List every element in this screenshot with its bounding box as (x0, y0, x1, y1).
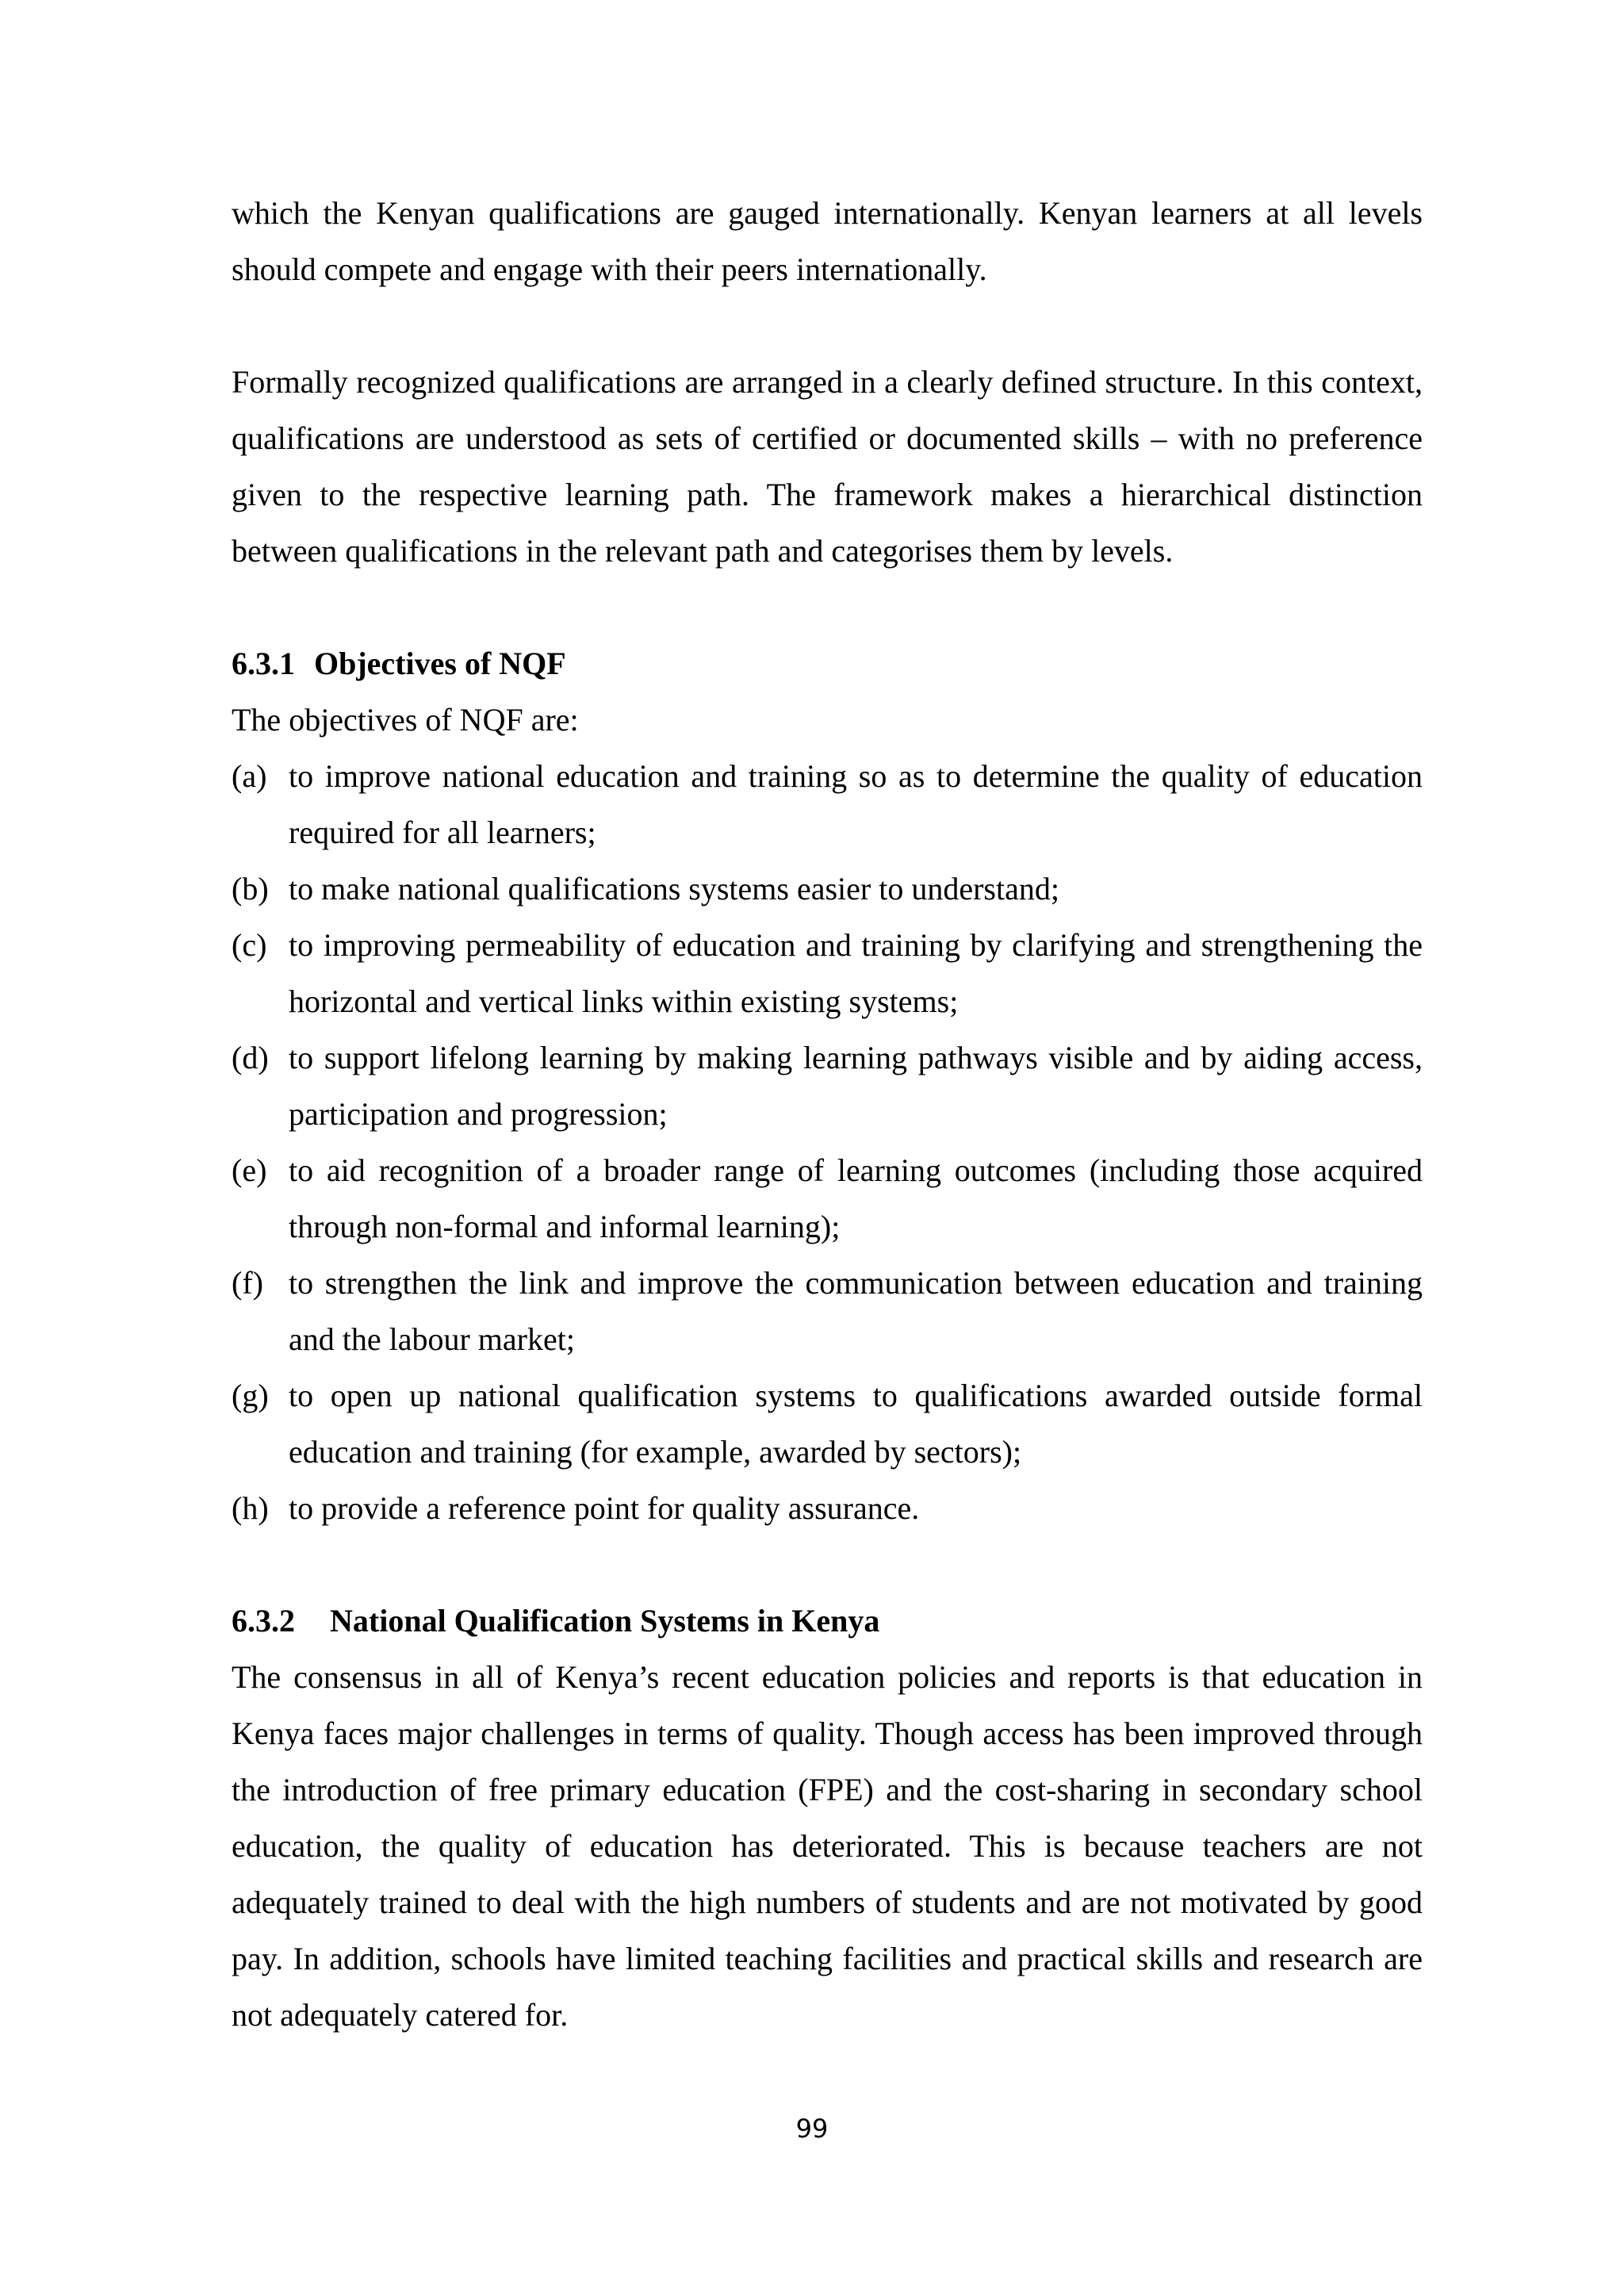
objectives-intro: The objectives of NQF are: (232, 702, 579, 738)
section-title: National Qualification Systems in Kenya (330, 1603, 880, 1639)
list-item-text: to improve national education and training so as to determine the quality of education required for all learners; (289, 758, 1423, 850)
section-heading-631 (232, 635, 1423, 692)
list-item-text: to improving permeability of education and training by clarifying and strengthening the horizontal and vertical links within existing systems; (289, 927, 1423, 1019)
list-marker: (e) (232, 1152, 267, 1188)
list-item (232, 1255, 1423, 1367)
list-item-text: to make national qualifications systems easier to understand; (289, 871, 1059, 907)
list-item (232, 1480, 1423, 1536)
page-content (232, 185, 1423, 2043)
page-number: 99 (795, 2114, 829, 2144)
list-item (232, 861, 1423, 917)
section-heading-632 (232, 1593, 1423, 1649)
list-marker: (f) (232, 1265, 263, 1301)
section-number: 6.3.1 (232, 646, 295, 681)
paragraph-qualifications-structure: Formally recognized qualifications are arranged in a clearly defined structure. In this context, qualifications are understood as sets of certified or documented skills – with no preference given to the respective learning path. The framework makes a hierarchical distinction between qualifications in the relevant path and categorises them by levels. (232, 364, 1423, 569)
list-item (232, 748, 1423, 861)
list-item (232, 917, 1423, 1029)
paragraph-continuation: which the Kenyan qualifications are gauged internationally. Kenyan learners at all levels should compete and engage with their peers internationally. (232, 195, 1423, 287)
list-item-text: to strengthen the link and improve the communication between education and training and the labour market; (289, 1265, 1423, 1357)
list-item-text: to aid recognition of a broader range of learning outcomes (including those acquired through non-formal and informal learning); (289, 1152, 1423, 1244)
list-item-text: to provide a reference point for quality assurance. (289, 1490, 920, 1526)
section-title: Objectives of NQF (314, 646, 566, 681)
list-marker: (c) (232, 927, 267, 963)
list-marker: (a) (232, 758, 267, 794)
list-item (232, 1029, 1423, 1142)
list-marker: (d) (232, 1040, 269, 1075)
list-item (232, 1142, 1423, 1255)
list-item-text: to open up national qualification systems to qualifications awarded outside formal education and training (for example, awarded by sectors); (289, 1378, 1423, 1470)
list-marker: (b) (232, 871, 269, 907)
list-marker: (g) (232, 1378, 269, 1413)
list-marker: (h) (232, 1490, 269, 1526)
section-number: 6.3.2 (232, 1603, 295, 1639)
paragraph-kenya-qualification-systems: The consensus in all of Kenya’s recent education policies and reports is that education in Kenya faces major challenges in terms of quality. Though access has been improved through the introduction of free primary education (FPE) and the cost-sharing in secondary school education, the quality of education has deteriorated. This is because teachers are not adequately trained to deal with the high numbers of students and are not motivated by good pay. In addition, schools have limited teaching facilities and practical skills and research are not adequately catered for. (232, 1659, 1423, 2033)
objectives-list (232, 748, 1423, 1536)
list-item-text: to support lifelong learning by making learning pathways visible and by aiding access, participation and progression; (289, 1040, 1423, 1132)
list-item (232, 1367, 1423, 1480)
